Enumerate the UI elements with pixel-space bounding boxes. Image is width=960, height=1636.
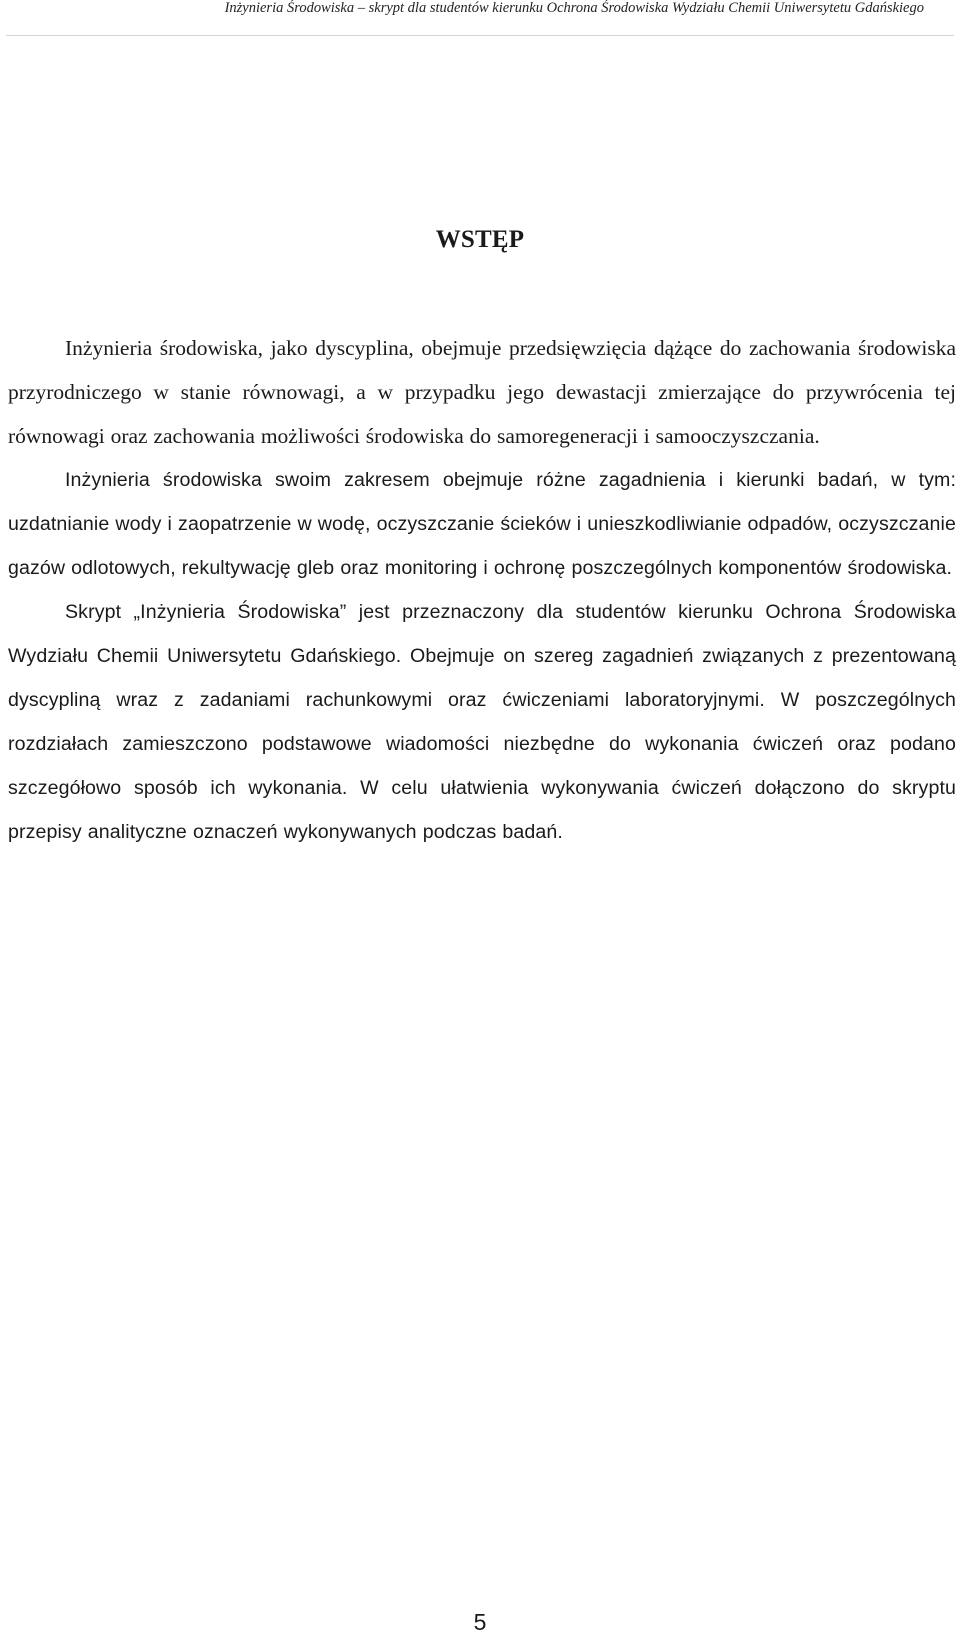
paragraph-3: Skrypt „Inżynieria Środowiska” jest przeznaczony dla studentów kierunku Ochrona Środowiska Wydziału Chemii Uniwersytetu Gdańskiego. Obejmuje on szereg zagadnień związanych z prezentowaną dyscypliną wraz z zadaniami rachunkowymi oraz ćwiczeniami laboratoryjnymi. W poszczególnych rozdziałach zamieszczono podstawowe wiadomości niezbędne do wykonania ćwiczeń oraz podano szczegółowo sposób ich wykonania. W celu ułatwienia wykonywania ćwiczeń dołączono do skryptu przepisy analityczne oznaczeń wykonywanych podczas badań. xyxy=(8,601,956,843)
section-title: WSTĘP xyxy=(435,225,525,253)
paragraph-1: Inżynieria środowiska, jako dyscyplina, obejmuje przedsięwzięcia dążące do zachowania środowiska przyrodniczego w stanie równowagi, a w przypadku jego dewastacji zmierzające do przywrócenia tej równowagi oraz zachowania możliwości środowiska do samoregeneracji i samooczyszczania. xyxy=(8,336,956,448)
page-number: 5 xyxy=(473,1609,487,1635)
header-divider xyxy=(6,35,954,36)
body-text xyxy=(8,326,956,854)
paragraph-2: Inżynieria środowiska swoim zakresem obejmuje różne zagadnienia i kierunki badań, w tym: uzdatnianie wody i zaopatrzenie w wodę, oczyszczanie ścieków i unieszkodliwianie odpadów, oczyszczanie gazów odlotowych, rekultywację gleb oraz monitoring i ochronę poszczególnych komponentów środowiska. xyxy=(8,469,956,579)
running-header: Inżynieria Środowiska – skrypt dla studentów kierunku Ochrona Środowiska Wydziału Chemii Uniwersytetu Gdańskiego xyxy=(224,0,924,16)
